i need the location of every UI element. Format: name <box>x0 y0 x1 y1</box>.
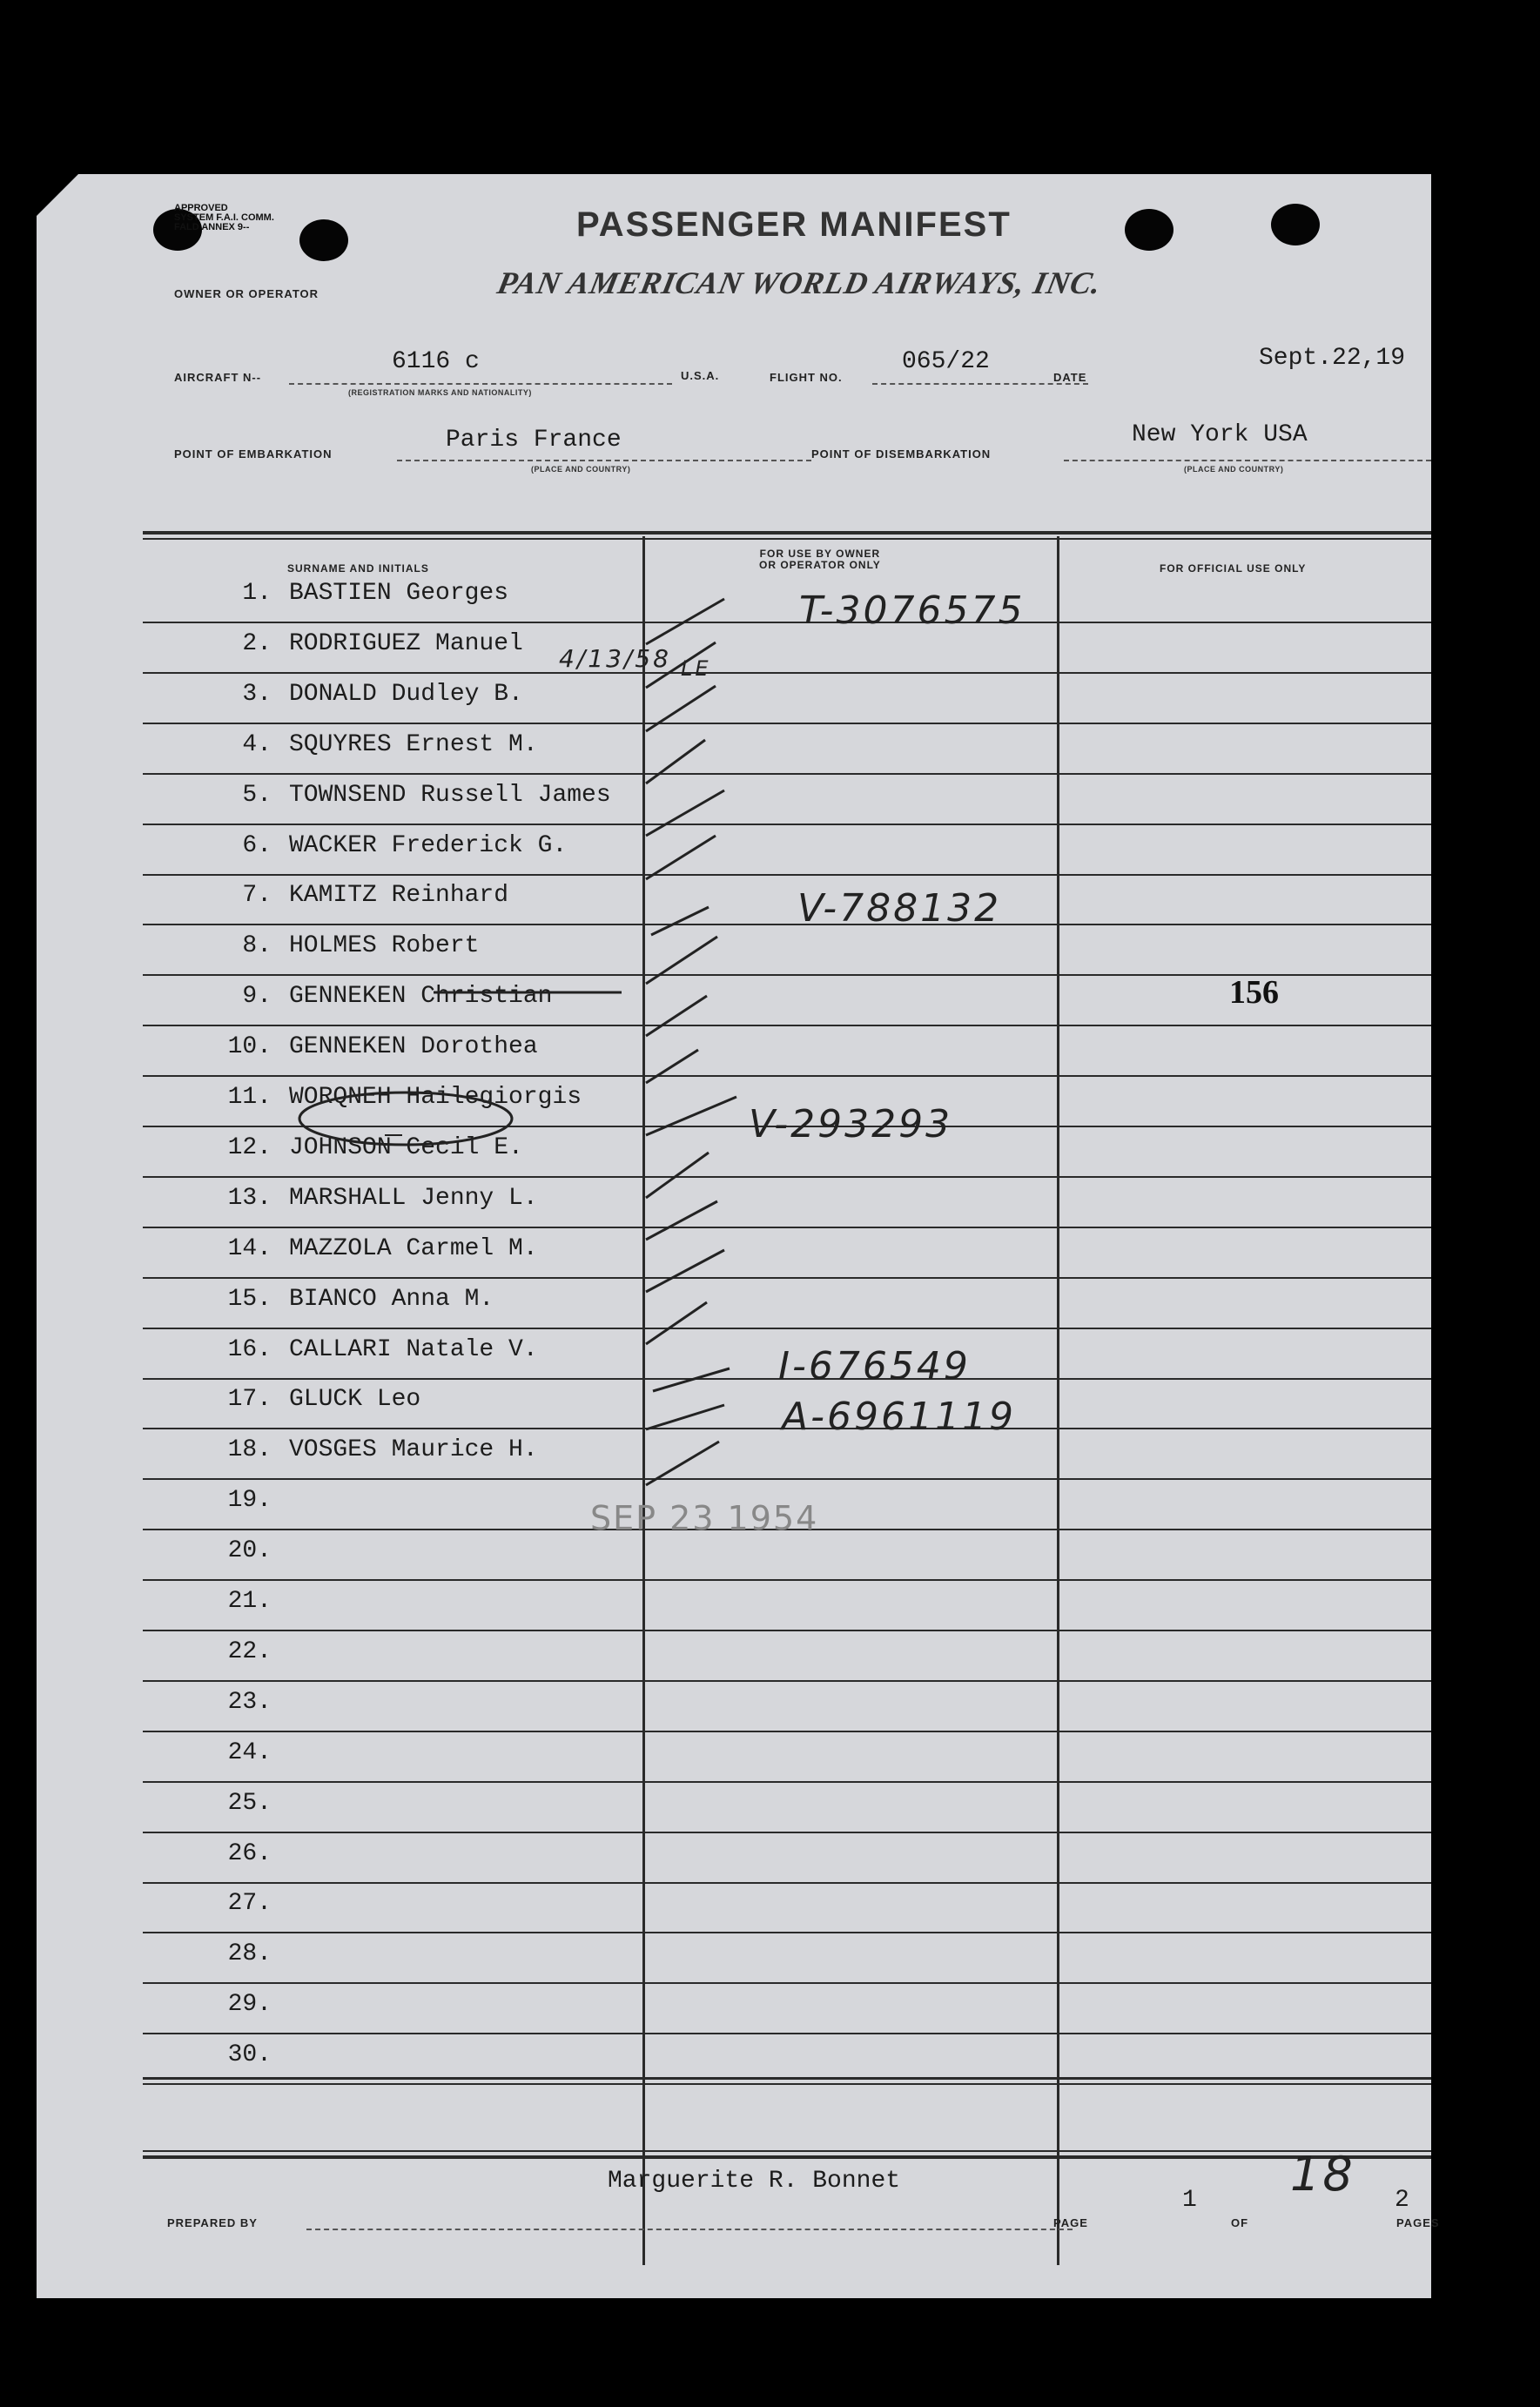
passenger-name: RODRIGUEZ Manuel <box>289 630 523 657</box>
embark-sublabel: (PLACE AND COUNTRY) <box>531 465 631 474</box>
embark-label: POINT OF EMBARKATION <box>174 447 333 461</box>
passenger-name: DONALD Dudley B. <box>289 681 523 708</box>
handwritten-row2-initials: LE <box>681 656 711 681</box>
handwritten-row11: V-293293 <box>749 1102 953 1146</box>
row-number: 21. <box>227 1588 272 1615</box>
passenger-name: JOHNSON Cecil E. <box>289 1134 523 1161</box>
row-number: 25. <box>227 1790 272 1817</box>
circle-mark <box>299 1093 512 1145</box>
row-number: 9. <box>242 983 272 1010</box>
date-stamp: SEP 23 1954 <box>590 1499 819 1537</box>
check-mark <box>646 740 705 783</box>
preparer-name: Marguerite R. Bonnet <box>608 2168 901 2195</box>
passenger-name: GENNEKEN Christian <box>289 983 553 1010</box>
check-mark <box>646 1250 724 1292</box>
date-label: DATE <box>1053 371 1087 384</box>
page-label: PAGE <box>1053 2216 1088 2229</box>
airline-name: PAN AMERICAN WORLD AIRWAYS, INC. <box>494 266 1106 300</box>
row-number: 18. <box>227 1436 272 1463</box>
pages-label: PAGES <box>1396 2216 1440 2229</box>
row-number: 29. <box>227 1991 272 2018</box>
passenger-name: GENNEKEN Dorothea <box>289 1033 538 1060</box>
handwritten-row1: T-3076575 <box>799 588 1026 633</box>
check-mark <box>646 937 717 984</box>
passenger-name: CALLARI Natale V. <box>289 1336 538 1363</box>
passenger-name: MARSHALL Jenny L. <box>289 1185 538 1212</box>
prepared-line <box>306 2229 1073 2230</box>
aircraft-value: 6116 c <box>392 348 480 375</box>
check-marks <box>37 174 1431 2298</box>
col-header-owner: FOR USE BY OWNER OR OPERATOR ONLY <box>759 548 881 571</box>
passenger-name: VOSGES Maurice H. <box>289 1436 538 1463</box>
row-number: 23. <box>227 1689 272 1716</box>
aircraft-sublabel: (REGISTRATION MARKS AND NATIONALITY) <box>348 388 532 397</box>
passenger-name: BASTIEN Georges <box>289 580 509 607</box>
row-number: 14. <box>227 1235 272 1262</box>
approval-note: APPROVED SYSTEM F.A.I. COMM. FALD ANNEX 9-- <box>174 203 274 232</box>
row-number: 20. <box>227 1537 272 1564</box>
row-number: 19. <box>227 1487 272 1514</box>
col-header-official: FOR OFFICIAL USE ONLY <box>1160 562 1307 575</box>
embark-value: Paris France <box>446 427 622 454</box>
check-mark <box>646 1442 719 1485</box>
page-value: 1 <box>1182 2187 1197 2214</box>
passenger-name: MAZZOLA Carmel M. <box>289 1235 538 1262</box>
handwritten-row17: A-6961119 <box>782 1395 1016 1439</box>
row-number: 22. <box>227 1638 272 1665</box>
manifest-sheet <box>37 174 1440 2298</box>
row-number: 8. <box>242 932 272 959</box>
pages-value: 2 <box>1395 2187 1409 2214</box>
date-value: Sept.22,19 <box>1259 345 1406 372</box>
handwritten-page-total: 18 <box>1290 2147 1355 2202</box>
row-number: 27. <box>227 1890 272 1917</box>
row-number: 10. <box>227 1033 272 1060</box>
flight-value: 065/22 <box>902 348 990 375</box>
flight-label: FLIGHT NO. <box>770 371 843 384</box>
row-number: 3. <box>242 681 272 708</box>
passenger-name: KAMITZ Reinhard <box>289 882 509 909</box>
check-mark <box>646 1405 724 1429</box>
col-header-names: SURNAME AND INITIALS <box>287 562 429 575</box>
row-number: 5. <box>242 782 272 809</box>
check-mark <box>646 996 707 1036</box>
row-number: 28. <box>227 1940 272 1967</box>
check-mark <box>646 1050 698 1083</box>
row-number: 11. <box>227 1084 272 1111</box>
disembark-sublabel: (PLACE AND COUNTRY) <box>1184 465 1284 474</box>
passenger-name: WACKER Frederick G. <box>289 832 568 859</box>
row-number: 26. <box>227 1840 272 1867</box>
check-mark <box>646 686 716 731</box>
handwritten-row7: V-788132 <box>797 886 1002 931</box>
row-number: 17. <box>227 1386 272 1413</box>
passenger-name: GLUCK Leo <box>289 1386 421 1413</box>
owner-label: OWNER OR OPERATOR <box>174 287 319 300</box>
row-number: 24. <box>227 1739 272 1766</box>
of-label: OF <box>1231 2216 1249 2229</box>
handwritten-row2-date: 4/13/58 <box>559 644 671 673</box>
row-number: 2. <box>242 630 272 657</box>
check-mark <box>646 790 724 836</box>
disembark-value: New York USA <box>1132 421 1308 448</box>
check-mark <box>646 836 716 879</box>
check-mark <box>651 907 709 935</box>
row-number: 6. <box>242 832 272 859</box>
check-mark <box>653 1368 730 1391</box>
row-number: 1. <box>242 580 272 607</box>
row-number: 7. <box>242 882 272 909</box>
disembark-label: POINT OF DISEMBARKATION <box>811 447 992 461</box>
prepared-by-label: PREPARED BY <box>167 2216 258 2229</box>
row-number: 15. <box>227 1286 272 1313</box>
passenger-name: HOLMES Robert <box>289 932 480 959</box>
passenger-name: TOWNSEND Russell James <box>289 782 611 809</box>
passenger-name: SQUYRES Ernest M. <box>289 731 538 758</box>
official-number: 156 <box>1229 974 1279 1011</box>
check-mark <box>646 1302 707 1344</box>
check-mark <box>646 1153 709 1198</box>
passenger-name: BIANCO Anna M. <box>289 1286 494 1313</box>
row-number: 12. <box>227 1134 272 1161</box>
aircraft-label: AIRCRAFT N-- <box>174 371 262 384</box>
row-number: 4. <box>242 731 272 758</box>
row-number: 13. <box>227 1185 272 1212</box>
handwritten-row16: I-676549 <box>778 1344 971 1388</box>
row-number: 30. <box>227 2041 272 2068</box>
row-number: 16. <box>227 1336 272 1363</box>
check-mark <box>646 599 724 644</box>
check-mark <box>646 1201 717 1240</box>
page-title: PASSENGER MANIFEST <box>576 205 1012 244</box>
passenger-name: WORQNEH Hailegiorgis <box>289 1084 582 1111</box>
nationality: U.S.A. <box>681 369 720 382</box>
check-mark <box>646 1097 736 1135</box>
